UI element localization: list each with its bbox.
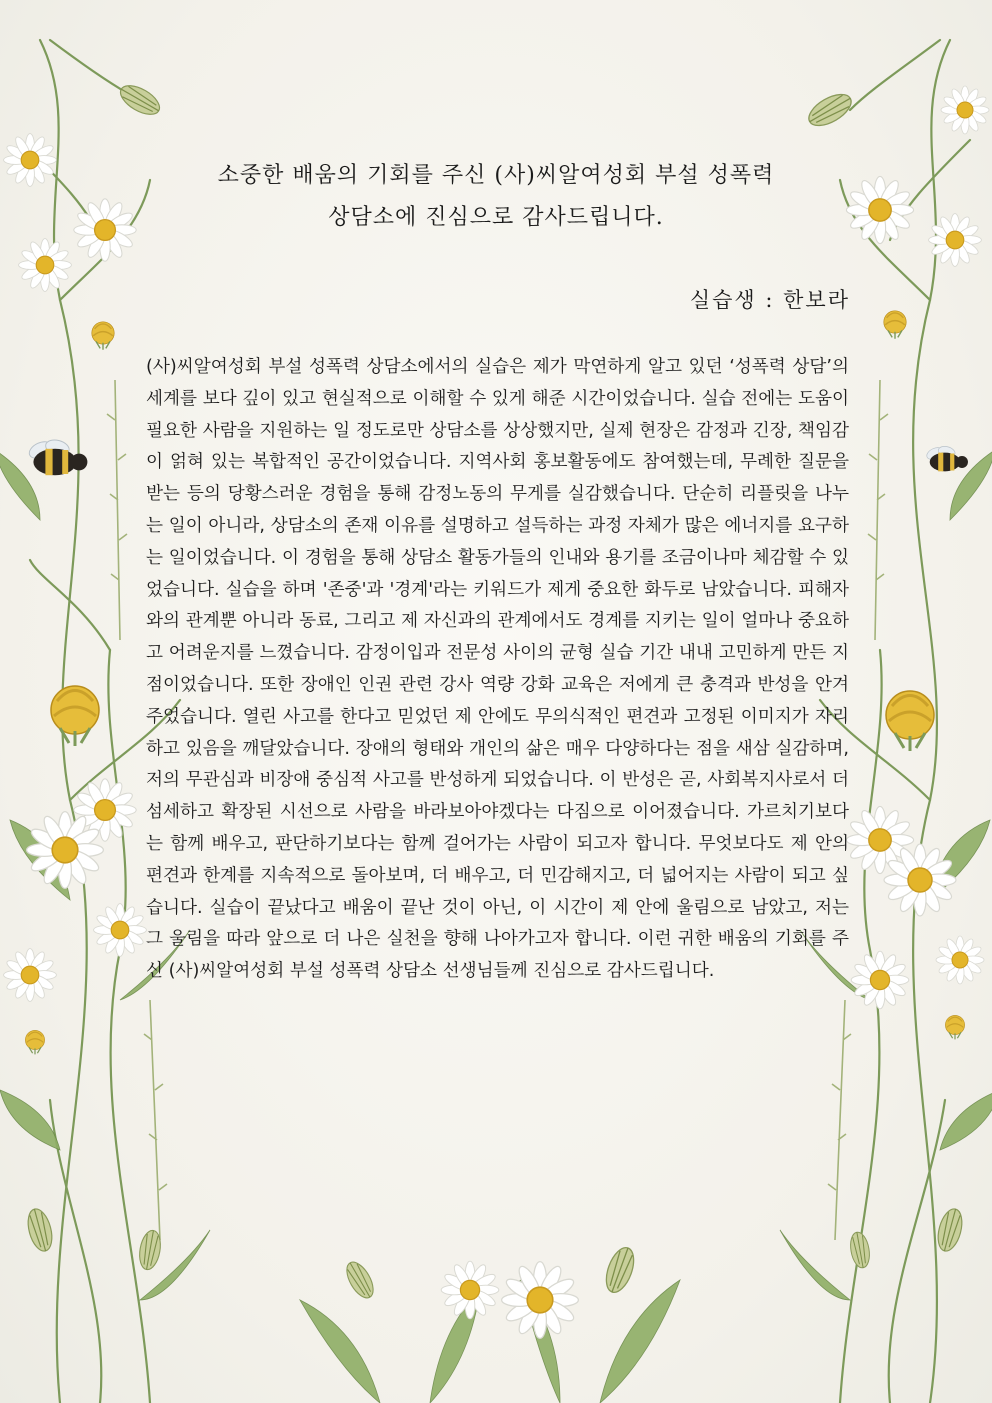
title-line-1: 소중한 배움의 기회를 주신 (사)씨알여성회 부설 성폭력 [217, 163, 775, 188]
author-line: 실습생 : 한보라 [689, 288, 850, 312]
body-paragraph: (사)씨알여성회 부설 성폭력 상담소에서의 실습은 제가 막연하게 알고 있던 ‘성폭력 상담’의 세계를 보다 깊이 있고 현실적으로 이해할 수 있게 해준 시간이었습니다. 실습 전에는 도움이 필요한 사람을 지원하는 일 정도로만 상담소를 상상했지만, 실제 현장은 감정과 긴장, 책임감이 얽혀 있는 복합적인 공간이었습니다. 지역사회 홍보활동에도 참여했는데, 무례한 질문을 받는 등의 당황스러운 경험을 통해 감정노동의 무게를 실감했습니다. 단순히 리플릿을 나누는 일이 아니라, 상담소의 존재 이유를 설명하고 설득하는 과정 자체가 많은 에너지를 요구하는 일이었습니다. 이 경험을 통해 상담소 활동가들의 인내와 용기를 조금이나마 체감할 수 있었습니다. 실습을 하며 '존중'과 '경계'라는 키워드가 제게 중요한 화두로 남았습니다. 피해자와의 관계뿐 아니라 동료, 그리고 제 자신과의 관계에서도 경계를 지키는 일이 얼마나 중요하고 어려운지를 느꼈습니다. 감정이입과 전문성 사이의 균형 실습 기간 내내 고민하게 만든 지점이었습니다. 또한 장애인 인권 관련 강사 역량 강화 교육은 저에게 큰 충격과 반성을 안겨주었습니다. 열린 사고를 한다고 믿었던 제 안에도 무의식적인 편견과 고정된 이미지가 자리하고 있음을 깨달았습니다. 장애의 형태와 개인의 삶은 매우 다양하다는 점을 새삼 실감하며, 저의 무관심과 비장애 중심적 사고를 반성하게 되었습니다. 이 반성은 곧, 사회복지사로서 더 섬세하고 확장된 시선으로 사람을 바라보아야겠다는 다짐으로 이어졌습니다. 가르치기보다는 함께 배우고, 판단하기보다는 함께 걸어가는 사람이 되고자 합니다. 무엇보다도 제 안의 편견과 한계를 지속적으로 돌아보며, 더 배우고, 더 민감해지고, 더 넓어지는 사람이 되고 싶습니다. 실습이 끝났다고 배움이 끝난 것이 아닌, 이 시간이 제 안에 울림으로 남았고, 저는 그 울림을 따라 앞으로 더 나은 실천을 향해 나아가고자 합니다. 이런 귀한 배움의 기회를 주신 (사)씨알여성회 부설 성폭력 상담소 선생님들께 진심으로 감사드립니다. [146, 357, 849, 982]
title-line-2: 상담소에 진심으로 감사드립니다. [328, 205, 664, 230]
